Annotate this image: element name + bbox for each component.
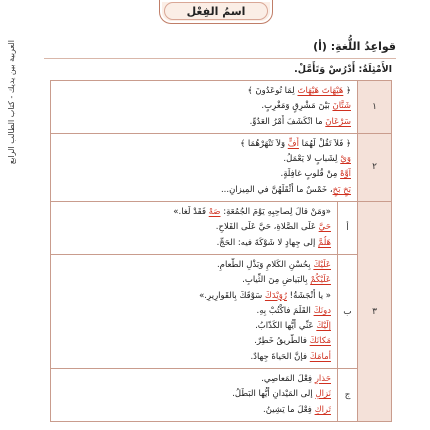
example-line: وَيْ لِشَبابٍ لا يَعْمَلُ. [283,154,351,165]
highlighted-term: إلَيْكَ [316,321,331,332]
row-content [51,134,357,201]
highlighted-term: آوَّهْ [340,169,351,180]
highlighted-term: صَهْ [208,207,221,218]
example-line: هَلُمَّ إلى جِهادٍ لا شَوْكَةَ فيه: الحَجِّ. [216,237,331,248]
example-line: دونَكَ القَلَمَ فاكْتُبْ بِهِ. [256,305,331,316]
highlighted-term: هَلُمَّ [318,237,331,248]
example-line: إلَيْكَ عَنِّي أَيُّها الكَذّابُ. [255,321,331,332]
sub-row-letter: أ [337,202,357,254]
highlighted-term: نَزالِ [315,389,331,400]
row-content [51,255,337,368]
example-line: عَلَيْكَ بِحُسْنِ الكَلامِ وَبَذْلِ الطَّعامِ. [216,259,331,270]
table-row [51,133,391,201]
row-number: ٢ [357,134,391,201]
row-number: ١ [357,81,391,133]
example-line: مَكانَكَ فالطَّريقُ خَطِرٌ. [254,336,331,347]
sub-row [51,368,357,421]
sub-row [51,202,357,254]
highlighted-term: أُفٍّ [287,138,299,149]
example-line: ﴿ فَلاَ تَقُلْ لَهُمَا أُفٍّ وَلاَ تَنْهَرْهُمَا ﴾ [240,138,351,149]
highlighted-term: عَلَيْكُمْ [310,275,331,286]
highlighted-term: بَخٍ بَخٍ [332,184,351,195]
example-line: سَرْعَانَ ما انْكَشَفَ أَمْرُ العَدُوِّ. [249,116,351,127]
highlighted-term: حَيَّ [318,222,331,233]
highlighted-term: هَيْهَاتَ هَيْهَاتَ [297,86,344,96]
example-line: «وَمَنْ قالَ لِصاحِبِهِ يَوْمَ الجُمُعَةِ: صَهْ فَقَدْ لَغا.» [173,207,331,218]
highlighted-term: وَيْ [340,154,351,165]
table-row-group [51,201,391,421]
example-line: آوَّهْ مِنْ قُلوبٍ غافِلَةٍ. [280,169,351,180]
example-line: عَلَيْكُمْ بِالبَياضِ مِنَ الثِّيابِ. [242,275,331,286]
highlighted-term: دونَكَ [313,305,331,316]
example-line: ﴿ هَيْهَاتَ هَيْهَاتَ لِمَا تُوعَدُونَ ﴾ [247,86,351,96]
section-divider [44,58,396,59]
example-line: « يا أَنْجَشَةُ! رُوَيْدَكَ سَوْقَكَ بِالقَوارِيرِ.» [199,290,331,301]
row-content [51,202,337,254]
table-row [51,81,391,133]
highlighted-term: تَراكِ [314,404,331,415]
sub-row [51,254,357,368]
examples-intro: الأَمْثِلَةُ: أَدْرُسْ وَتَأَمَّلْ. [294,64,392,75]
highlighted-term: رُوَيْدَكَ [264,290,287,301]
side-tab [0,40,22,220]
sub-row-letter: ب [337,255,357,368]
example-line: حَيَّ عَلَى الصَّلاةِ، حَيَّ عَلَى الفَلاحِ. [215,222,331,233]
highlighted-term: حَذارِ [314,374,331,385]
highlighted-term: سَرْعَانَ [325,116,351,127]
examples-table [50,80,392,422]
side-tab-label: العربية بين يديك - كتاب الطالب الرابع [6,40,16,165]
highlighted-term: أمامَكَ [309,351,331,362]
row-content [51,81,357,133]
row-content [51,369,337,421]
example-line: تَراكِ فِعْلَ ما يَشِينُ. [263,404,331,415]
highlighted-term: شَتَّانَ [332,101,351,112]
example-line: بَخٍ بَخٍ، خَمْسٌ ما أَثْقَلَهُنَّ في المِيزانِ... [220,184,351,195]
group-body [51,202,357,421]
row-number: ٣ [357,202,391,421]
example-line: حَذارِ فِعْلَ المَعاصِي. [261,374,331,385]
example-line: أمامَكَ فإنَّ الحَياةَ جِهادٌ. [250,351,331,362]
highlighted-term: مَكانَكَ [309,336,331,347]
page-title: اسمُ الفِعْل [164,2,268,20]
example-line: نَزالِ إلى المَيْدانِ أَيُّها البَطَلُ. [232,389,331,400]
title-banner [159,0,273,24]
sub-row-letter: ج [337,369,357,421]
highlighted-term: عَلَيْكَ [313,259,331,270]
example-line: شَتَّانَ بَيْنَ مَشْرِقٍ وَمَغْرِبٍ. [261,101,351,112]
section-heading: قواعِدُ اللُّغةِ: (أ) [313,40,396,53]
